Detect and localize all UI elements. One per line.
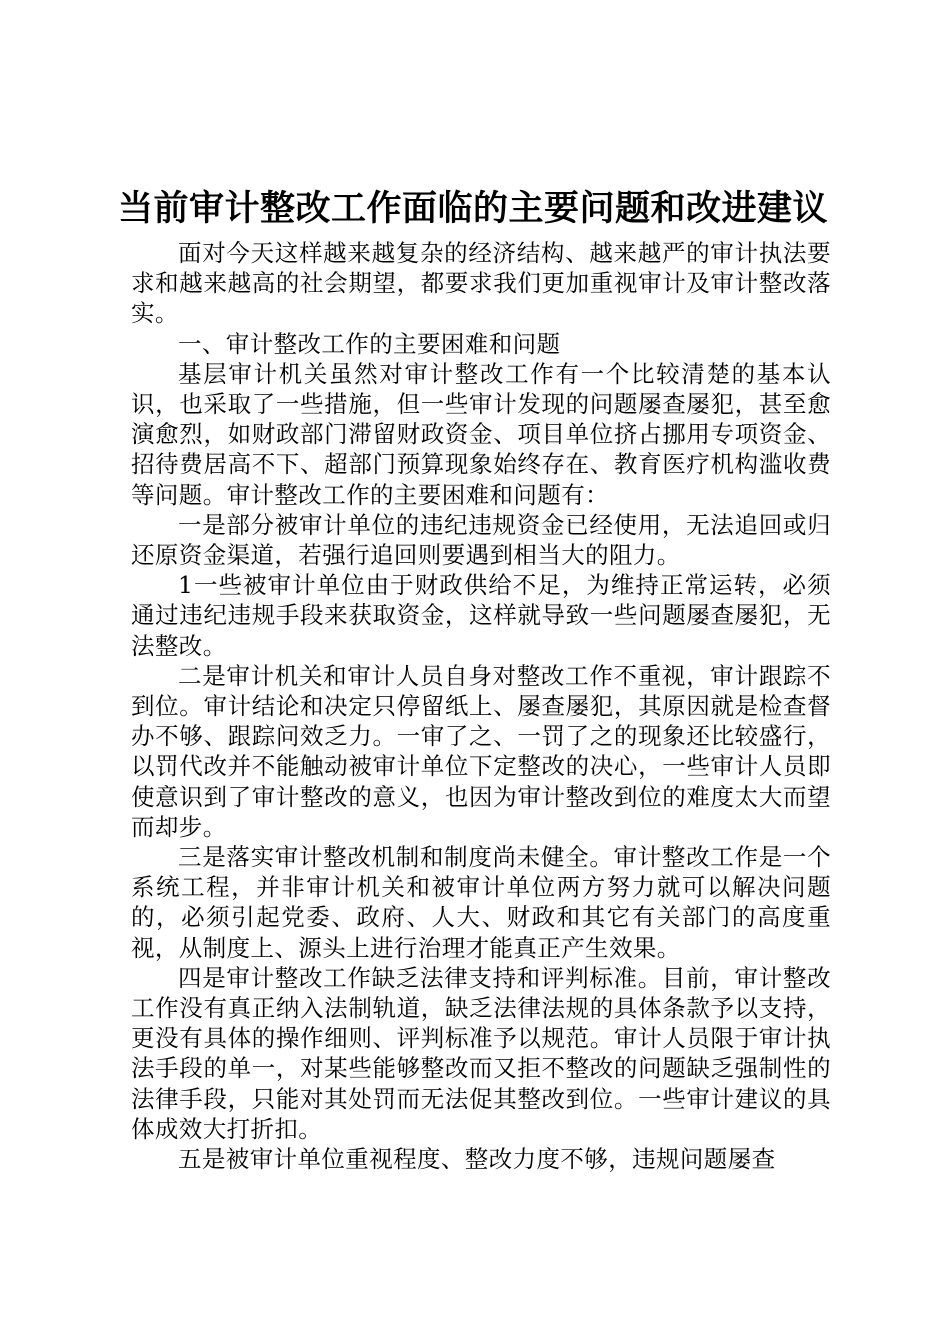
document-body [131, 238, 831, 1174]
paragraph-point-2: 二是审计机关和审计人员自身对整改工作不重视，审计跟踪不到位。审计结论和决定只停留纸上、屡查屡犯，其原因就是检查督办不够、跟踪问效乏力。一审了之、一罚了之的现象还比较盛行，以罚代改并不能触动被审计单位下定整改的决心，一些审计人员即使意识到了审计整改的意义，也因为审计整改到位的难度太大而望而却步。 [131, 661, 831, 841]
paragraph-point-4: 四是审计整改工作缺乏法律支持和评判标准。目前，审计整改工作没有真正纳入法制轨道，缺乏法律法规的具体条款予以支持，更没有具体的操作细则、评判标准予以规范。审计人员限于审计执法手段的单一，对某些能够整改而又拒不整改的问题缺乏强制性的法律手段，只能对其处罚而无法促其整改到位。一些审计建议的具体成效大打折扣。 [131, 963, 831, 1143]
paragraph-point-1-sub: 1一些被审计单位由于财政供给不足，为维持正常运转，必须通过违纪违规手段来获取资金，这样就导致一些问题屡查屡犯，无法整改。 [131, 571, 831, 660]
document-title: 当前审计整改工作面临的主要问题和改进建议 [118, 188, 829, 229]
paragraph-point-3: 三是落实审计整改机制和制度尚未健全。审计整改工作是一个系统工程，并非审计机关和被审计单位两方努力就可以解决问题的，必须引起党委、政府、人大、财政和其它有关部门的高度重视，从制度上、源头上进行治理才能真正产生效果。 [131, 843, 831, 962]
section-heading-1: 一、审计整改工作的主要困难和问题 [178, 329, 561, 358]
paragraph-intro: 面对今天这样越来越复杂的经济结构、越来越严的审计执法要求和越来越高的社会期望，都要求我们更加重视审计及审计整改落实。 [131, 239, 831, 328]
paragraph-overview: 基层审计机关虽然对审计整改工作有一个比较清楚的基本认识，也采取了一些措施，但一些审计发现的问题屡查屡犯，甚至愈演愈烈，如财政部门滞留财政资金、项目单位挤占挪用专项资金、招待费居高不下、超部门预算现象始终存在、教育医疗机构滥收费等问题。审计整改工作的主要困难和问题有： [131, 359, 831, 509]
paragraph-point-1: 一是部分被审计单位的违纪违规资金已经使用，无法追回或归还原资金渠道，若强行追回则要遇到相当大的阻力。 [131, 510, 831, 570]
paragraph-point-5: 五是被审计单位重视程度、整改力度不够，违规问题屡查 [178, 1145, 776, 1174]
